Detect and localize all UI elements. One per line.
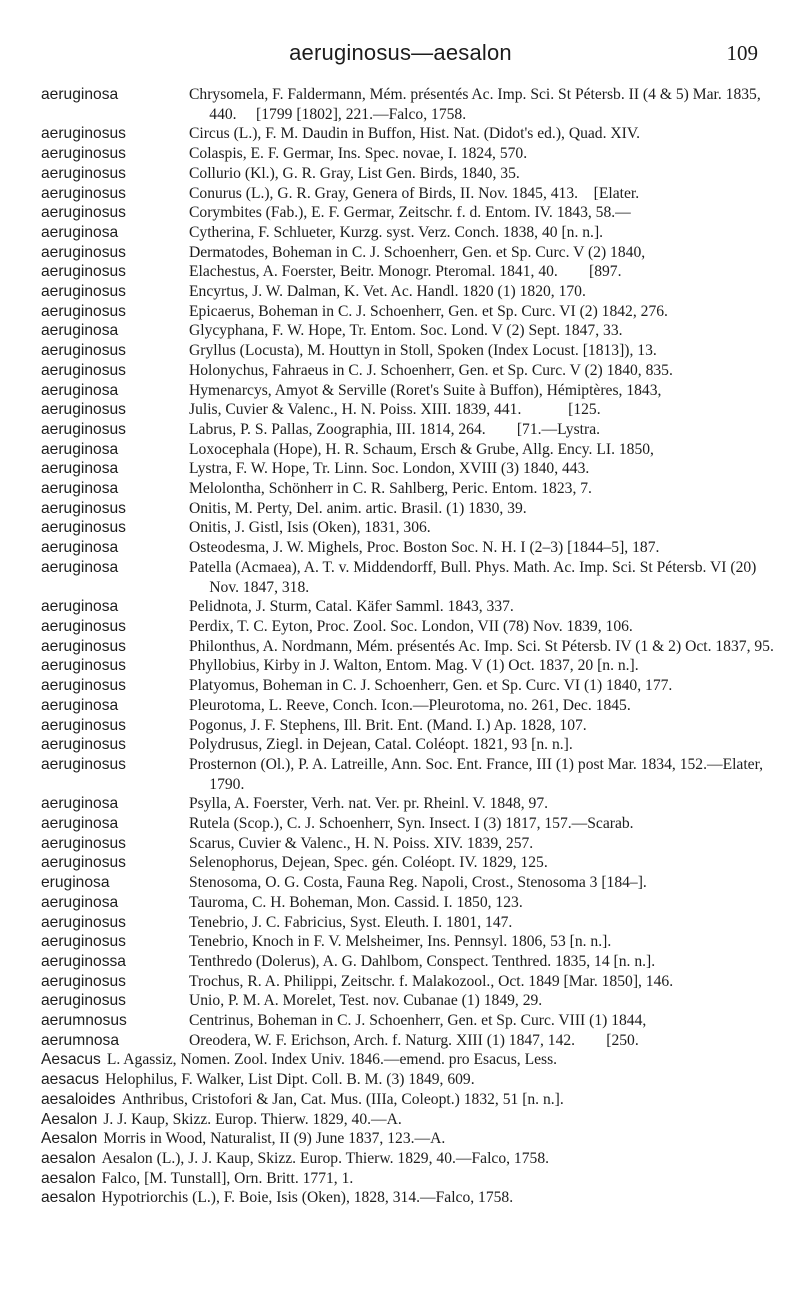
index-entry bbox=[41, 755, 781, 794]
entry-reference: Centrinus, Boheman in C. J. Schoenherr, Gen. et Sp. Curc. VIII (1) 1844, bbox=[189, 1012, 647, 1030]
index-entry bbox=[41, 952, 781, 972]
page-number: 109 bbox=[726, 41, 758, 65]
entry-term: Aesalon bbox=[41, 1130, 98, 1148]
index-entry bbox=[41, 1129, 781, 1149]
entry-term: aeruginosus bbox=[41, 401, 126, 419]
entry-reference: J. J. Kaup, Skizz. Europ. Thierw. 1829, 40.—A. bbox=[103, 1110, 402, 1128]
index-entry bbox=[41, 972, 781, 992]
entry-reference: Loxocephala (Hope), H. R. Schaum, Ersch & Grube, Allg. Ency. LI. 1850, bbox=[189, 440, 654, 458]
entry-term: aeruginosus bbox=[41, 342, 126, 360]
entry-term: Aesacus bbox=[41, 1051, 101, 1069]
entry-term: aeruginosa bbox=[41, 815, 119, 833]
entry-reference: Hymenarcys, Amyot & Serville (Roret's Suite à Buffon), Hémiptères, 1843, bbox=[189, 381, 662, 399]
entry-reference: Labrus, P. S. Pallas, Zoographia, III. 1814, 264. [71.—Lystra. bbox=[189, 420, 601, 438]
entry-term: aeruginosus bbox=[41, 933, 126, 951]
entry-reference: Corymbites (Fab.), E. F. Germar, Zeitschr. f. d. Entom. IV. 1843, 58.— bbox=[189, 204, 631, 222]
entry-reference: Hypotriorchis (L.), F. Boie, Isis (Oken), 1828, 314.—Falco, 1758. bbox=[101, 1189, 514, 1207]
index-entries bbox=[41, 85, 781, 1208]
entry-term: aeruginosa bbox=[41, 460, 119, 478]
entry-term: aeruginosus bbox=[41, 164, 126, 182]
entry-reference: Pleurotoma, L. Reeve, Conch. Icon.—Pleurotoma, no. 261, Dec. 1845. bbox=[189, 696, 631, 714]
index-entry bbox=[41, 656, 781, 676]
entry-reference: Phyllobius, Kirby in J. Walton, Entom. Mag. V (1) Oct. 1837, 20 [n. n.]. bbox=[189, 657, 639, 675]
index-entry bbox=[41, 794, 781, 814]
entry-term: aeruginosa bbox=[41, 795, 119, 813]
index-entry bbox=[41, 1011, 781, 1031]
index-entry bbox=[41, 617, 781, 637]
index-entry bbox=[41, 282, 781, 302]
entry-reference: Glycyphana, F. W. Hope, Tr. Entom. Soc. Lond. V (2) Sept. 1847, 33. bbox=[189, 322, 623, 340]
entry-reference: Osteodesma, J. W. Mighels, Proc. Boston Soc. N. H. I (2–3) [1844–5], 187. bbox=[189, 539, 660, 557]
index-entry bbox=[41, 676, 781, 696]
entry-term: aeruginosus bbox=[41, 302, 126, 320]
index-entry bbox=[41, 85, 781, 124]
entry-reference: Philonthus, A. Nordmann, Mém. présentés Ac. Imp. Sci. St Pétersb. IV (1 & 2) Oct. 1837, 95. bbox=[189, 637, 774, 655]
entry-reference: Tenthredo (Dolerus), A. G. Dahlbom, Conspect. Tenthred. 1835, 14 [n. n.]. bbox=[189, 952, 656, 970]
entry-reference: Pogonus, J. F. Stephens, Ill. Brit. Ent. (Mand. I.) Ap. 1828, 107. bbox=[189, 716, 587, 734]
entry-term: aeruginosa bbox=[41, 558, 119, 576]
entry-term: aeruginosus bbox=[41, 834, 126, 852]
index-entry bbox=[41, 381, 781, 401]
index-entry bbox=[41, 1149, 781, 1169]
entry-reference: Tenebrio, Knoch in F. V. Melsheimer, Ins. Pennsyl. 1806, 53 [n. n.]. bbox=[189, 933, 612, 951]
index-entry bbox=[41, 1031, 781, 1051]
index-entry bbox=[41, 538, 781, 558]
entry-reference: Morris in Wood, Naturalist, II (9) June 1837, 123.—A. bbox=[103, 1130, 446, 1148]
index-entry bbox=[41, 716, 781, 736]
index-entry bbox=[41, 184, 781, 204]
index-entry bbox=[41, 440, 781, 460]
entry-term: aeruginosus bbox=[41, 499, 126, 517]
index-entry bbox=[41, 1188, 781, 1208]
entry-reference: Polydrusus, Ziegl. in Dejean, Catal. Coléopt. 1821, 93 [n. n.]. bbox=[189, 736, 573, 754]
entry-reference: Encyrtus, J. W. Dalman, K. Vet. Ac. Handl. 1820 (1) 1820, 170. bbox=[189, 283, 586, 301]
entry-reference: Epicaerus, Boheman in C. J. Schoenherr, Gen. et Sp. Curc. VI (2) 1842, 276. bbox=[189, 302, 668, 320]
entry-reference: Anthribus, Cristofori & Jan, Cat. Mus. (IIIa, Coleopt.) 1832, 51 [n. n.]. bbox=[121, 1090, 564, 1108]
entry-term: aerumnosa bbox=[41, 1031, 120, 1049]
entry-term: aeruginosa bbox=[41, 480, 119, 498]
entry-term: aeruginosus bbox=[41, 992, 126, 1010]
index-entry bbox=[41, 597, 781, 617]
entry-reference: Conurus (L.), G. R. Gray, Genera of Birds, II. Nov. 1845, 413. [Elater. bbox=[189, 184, 640, 202]
entry-term: aeruginosus bbox=[41, 125, 126, 143]
entry-reference: Platyomus, Boheman in C. J. Schoenherr, Gen. et Sp. Curc. VI (1) 1840, 177. bbox=[189, 677, 673, 695]
entry-reference: Cytherina, F. Schlueter, Kurzg. syst. Verz. Conch. 1838, 40 [n. n.]. bbox=[189, 223, 604, 241]
entry-reference: Tauroma, C. H. Boheman, Mon. Cassid. I. 1850, 123. bbox=[189, 893, 523, 911]
running-head: aeruginosus—aesalon bbox=[289, 40, 512, 65]
entry-term: aeruginosus bbox=[41, 263, 126, 281]
entry-reference: Pelidnota, J. Sturm, Catal. Käfer Samml. 1843, 337. bbox=[189, 598, 514, 616]
entry-reference: Prosternon (Ol.), P. A. Latreille, Ann. Soc. Ent. France, III (1) post Mar. 1834, 152.—Elater, 1790. bbox=[189, 755, 764, 793]
entry-term: aeruginosus bbox=[41, 716, 126, 734]
entry-term: aesalon bbox=[41, 1169, 96, 1187]
entry-reference: Scarus, Cuvier & Valenc., H. N. Poiss. XIV. 1839, 257. bbox=[189, 834, 534, 852]
entry-term: aeruginosus bbox=[41, 283, 126, 301]
entry-reference: Onitis, M. Perty, Del. anim. artic. Brasil. (1) 1830, 39. bbox=[189, 499, 527, 517]
index-entry bbox=[41, 518, 781, 538]
entry-term: aeruginosa bbox=[41, 893, 119, 911]
entry-reference: Unio, P. M. A. Morelet, Test. nov. Cubanae (1) 1849, 29. bbox=[189, 992, 543, 1010]
entry-term: aeruginosa bbox=[41, 223, 119, 241]
index-entry bbox=[41, 558, 781, 597]
index-entry bbox=[41, 696, 781, 716]
index-entry bbox=[41, 420, 781, 440]
entry-reference: Elachestus, A. Foerster, Beitr. Monogr. Pteromal. 1841, 40. [897. bbox=[189, 263, 622, 281]
entry-term: aeruginosa bbox=[41, 539, 119, 557]
entry-term: aerumnosus bbox=[41, 1012, 127, 1030]
entry-term: aeruginosus bbox=[41, 617, 126, 635]
entry-reference: L. Agassiz, Nomen. Zool. Index Univ. 1846.—emend. pro Esacus, Less. bbox=[106, 1051, 558, 1069]
index-entry bbox=[41, 1090, 781, 1110]
index-entry bbox=[41, 1110, 781, 1130]
entry-term: aeruginosus bbox=[41, 243, 126, 261]
index-entry bbox=[41, 873, 781, 893]
index-entry bbox=[41, 814, 781, 834]
index-entry bbox=[41, 735, 781, 755]
index-entry bbox=[41, 834, 781, 854]
index-entry bbox=[41, 243, 781, 263]
index-entry bbox=[41, 637, 781, 657]
entry-term: aeruginosus bbox=[41, 972, 126, 990]
entry-term: aesalon bbox=[41, 1149, 96, 1167]
entry-reference: Gryllus (Locusta), M. Houttyn in Stoll, Spoken (Index Locust. [1813]), 13. bbox=[189, 342, 657, 360]
index-entry bbox=[41, 223, 781, 243]
index-entry bbox=[41, 400, 781, 420]
entry-term: aeruginosa bbox=[41, 322, 119, 340]
entry-term: aeruginosa bbox=[41, 440, 119, 458]
index-entry bbox=[41, 499, 781, 519]
index-entry bbox=[41, 1070, 781, 1090]
index-entry bbox=[41, 459, 781, 479]
entry-term: aesacus bbox=[41, 1071, 100, 1089]
index-entry bbox=[41, 144, 781, 164]
index-entry bbox=[41, 321, 781, 341]
entry-reference: Perdix, T. C. Eyton, Proc. Zool. Soc. London, VII (78) Nov. 1839, 106. bbox=[189, 617, 633, 635]
index-entry bbox=[41, 853, 781, 873]
index-entry bbox=[41, 341, 781, 361]
entry-term: aeruginosa bbox=[41, 86, 119, 103]
index-entry bbox=[41, 361, 781, 381]
entry-reference: Patella (Acmaea), A. T. v. Middendorff, Bull. Phys. Math. Ac. Imp. Sci. St Pétersb. VI (20) Nov. 1847, 318. bbox=[189, 558, 757, 596]
entry-term: aeruginosa bbox=[41, 381, 119, 399]
index-entry bbox=[41, 124, 781, 144]
index-entry bbox=[41, 893, 781, 913]
entry-term: eruginosa bbox=[41, 874, 110, 892]
index-entry bbox=[41, 913, 781, 933]
entry-term: aeruginosus bbox=[41, 657, 126, 675]
entry-reference: Onitis, J. Gistl, Isis (Oken), 1831, 306. bbox=[189, 519, 431, 537]
entry-term: aeruginosus bbox=[41, 184, 126, 202]
entry-reference: Collurio (Kl.), G. R. Gray, List Gen. Birds, 1840, 35. bbox=[189, 164, 520, 182]
page-header bbox=[0, 40, 801, 70]
index-entry bbox=[41, 164, 781, 184]
entry-reference: Aesalon (L.), J. J. Kaup, Skizz. Europ. Thierw. 1829, 40.—Falco, 1758. bbox=[101, 1149, 550, 1167]
entry-reference: Falco, [M. Tunstall], Orn. Britt. 1771, 1. bbox=[101, 1169, 354, 1187]
entry-reference: Julis, Cuvier & Valenc., H. N. Poiss. XIII. 1839, 441. [125. bbox=[189, 401, 601, 419]
entry-term: aeruginosus bbox=[41, 420, 126, 438]
index-entry bbox=[41, 1169, 781, 1189]
entry-term: aeruginosus bbox=[41, 637, 126, 655]
entry-term: aeruginosus bbox=[41, 204, 126, 222]
entry-term: aeruginosus bbox=[41, 519, 126, 537]
entry-reference: Circus (L.), F. M. Daudin in Buffon, Hist. Nat. (Didot's ed.), Quad. XIV. bbox=[189, 125, 640, 143]
entry-reference: Oreodera, W. F. Erichson, Arch. f. Naturg. XIII (1) 1847, 142. [250. bbox=[189, 1031, 639, 1049]
entry-term: aeruginosus bbox=[41, 854, 126, 872]
entry-reference: Helophilus, F. Walker, List Dipt. Coll. B. M. (3) 1849, 609. bbox=[105, 1071, 475, 1089]
entry-reference: Chrysomela, F. Faldermann, Mém. présentés Ac. Imp. Sci. St Pétersb. II (4 & 5) Mar. 1835, 440. [1799 [1802], 221.—Falco, 1758. bbox=[189, 86, 761, 123]
entry-reference: Melolontha, Schönherr in C. R. Sahlberg, Peric. Entom. 1823, 7. bbox=[189, 480, 592, 498]
entry-term: aesalon bbox=[41, 1189, 96, 1207]
entry-reference: Rutela (Scop.), C. J. Schoenherr, Syn. Insect. I (3) 1817, 157.—Scarab. bbox=[189, 815, 634, 833]
entry-reference: Trochus, R. A. Philippi, Zeitschr. f. Malakozool., Oct. 1849 [Mar. 1850], 146. bbox=[189, 972, 674, 990]
entry-term: aeruginossa bbox=[41, 952, 126, 970]
entry-reference: Selenophorus, Dejean, Spec. gén. Coléopt. IV. 1829, 125. bbox=[189, 854, 548, 872]
entry-reference: Colaspis, E. F. Germar, Ins. Spec. novae, I. 1824, 570. bbox=[189, 145, 528, 163]
entry-term: aeruginosus bbox=[41, 145, 126, 163]
entry-term: aeruginosus bbox=[41, 913, 126, 931]
entry-reference: Psylla, A. Foerster, Verh. nat. Ver. pr. Rheinl. V. 1848, 97. bbox=[189, 795, 549, 813]
entry-term: Aesalon bbox=[41, 1110, 98, 1128]
entry-reference: Stenosoma, O. G. Costa, Fauna Reg. Napoli, Crost., Stenosoma 3 [184–]. bbox=[189, 874, 647, 892]
index-entry bbox=[41, 1050, 781, 1070]
entry-term: aeruginosus bbox=[41, 736, 126, 754]
index-entry bbox=[41, 302, 781, 322]
entry-term: aeruginosus bbox=[41, 755, 126, 773]
entry-term: aeruginosus bbox=[41, 677, 126, 695]
entry-reference: Dermatodes, Boheman in C. J. Schoenherr, Gen. et Sp. Curc. V (2) 1840, bbox=[189, 243, 646, 261]
index-entry bbox=[41, 479, 781, 499]
index-entry bbox=[41, 262, 781, 282]
index-entry bbox=[41, 203, 781, 223]
entry-reference: Holonychus, Fahraeus in C. J. Schoenherr, Gen. et Sp. Curc. V (2) 1840, 835. bbox=[189, 361, 673, 379]
index-entry bbox=[41, 991, 781, 1011]
entry-term: aesaloides bbox=[41, 1090, 116, 1108]
entry-term: aeruginosus bbox=[41, 361, 126, 379]
entry-reference: Lystra, F. W. Hope, Tr. Linn. Soc. London, XVIII (3) 1840, 443. bbox=[189, 460, 590, 478]
entry-term: aeruginosa bbox=[41, 696, 119, 714]
entry-reference: Tenebrio, J. C. Fabricius, Syst. Eleuth. I. 1801, 147. bbox=[189, 913, 513, 931]
index-entry bbox=[41, 932, 781, 952]
entry-term: aeruginosa bbox=[41, 598, 119, 616]
